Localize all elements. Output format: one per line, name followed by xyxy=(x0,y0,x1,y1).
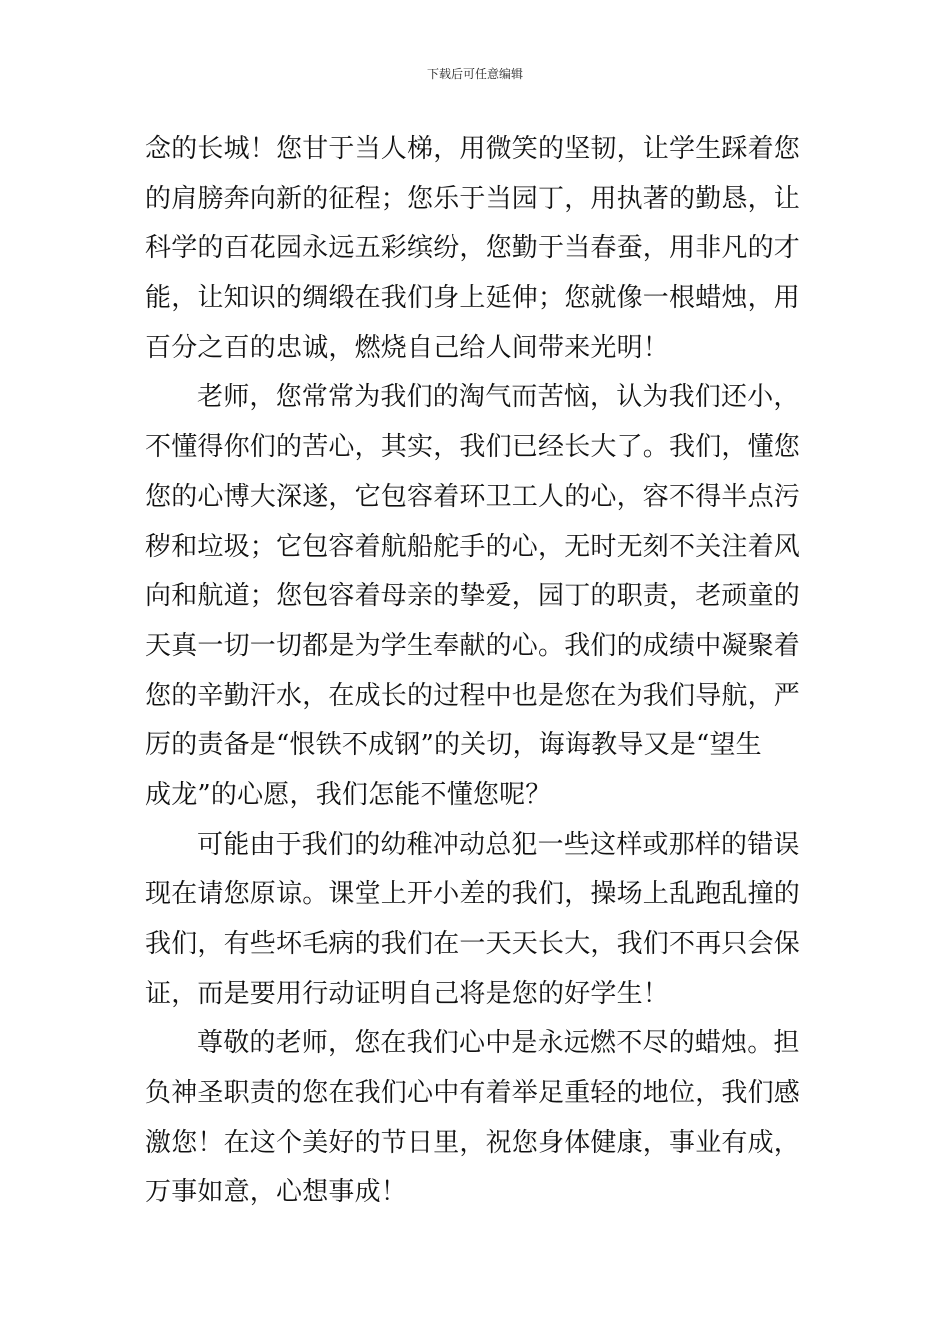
text-line: 激您！在这个美好的节日里，祝您身体健康，事业有成， xyxy=(145,1127,801,1158)
text-line: 念的长城！您甘于当人梯，用微笑的坚韧，让学生踩着您 xyxy=(145,134,801,164)
text-line: 秽和垃圾；它包容着航船舵手的心，无时无刻不关注着风 xyxy=(145,531,801,562)
text-line: 能，让知识的绸缎在我们身上延伸；您就像一根蜡烛，用 xyxy=(145,283,801,314)
page-header: 下载后可任意编辑 xyxy=(426,67,523,81)
text-line: 万事如意，心想事成！ xyxy=(145,1177,408,1208)
text-line: 向和航道；您包容着母亲的挚爱，园丁的职责，老顽童的 xyxy=(145,581,801,612)
document-body xyxy=(145,125,810,1218)
text-line: 成龙”的心愿，我们怎能不懂您呢？ xyxy=(145,779,552,810)
text-line: 我们，有些坏毛病的我们在一天天长大，我们不再只会保 xyxy=(145,929,801,959)
text-line: 您的心博大深遂，它包容着环卫工人的心，容不得半点污 xyxy=(145,481,801,512)
paragraph-first-line: 老师，您常常为我们的淘气而苦恼，认为我们还小， xyxy=(197,382,800,413)
text-line: 厉的责备是“恨铁不成钢”的关切，诲诲教导又是“望生 xyxy=(145,730,762,761)
text-line: 百分之百的忠诚，燃烧自己给人间带来光明！ xyxy=(145,332,670,363)
text-line: 您的辛勤汗水，在成长的过程中也是您在为我们导航，严 xyxy=(145,680,801,711)
text-line: 负神圣职责的您在我们心中有着举足重轻的地位，我们感 xyxy=(145,1078,801,1109)
text-line: 不懂得你们的苦心，其实，我们已经长大了。我们，懂您 xyxy=(145,432,801,463)
text-line: 现在请您原谅。课堂上开小差的我们，操场上乱跑乱撞的 xyxy=(145,879,801,910)
paragraph-first-line: 可能由于我们的幼稚冲动总犯一些这样或那样的错误 xyxy=(197,829,800,860)
text-line: 天真一切一切都是为学生奉献的心。我们的成绩中凝聚着 xyxy=(145,630,801,661)
text-line: 的肩膀奔向新的征程；您乐于当园丁，用执著的勤恳，让 xyxy=(145,183,801,214)
text-line: 证，而是要用行动证明自己将是您的好学生！ xyxy=(145,978,670,1009)
paragraph-first-line: 尊敬的老师，您在我们心中是永远燃不尽的蜡烛。担 xyxy=(197,1028,800,1059)
text-line: 科学的百花园永远五彩缤纷，您勤于当春蚕，用非凡的才 xyxy=(145,233,801,264)
